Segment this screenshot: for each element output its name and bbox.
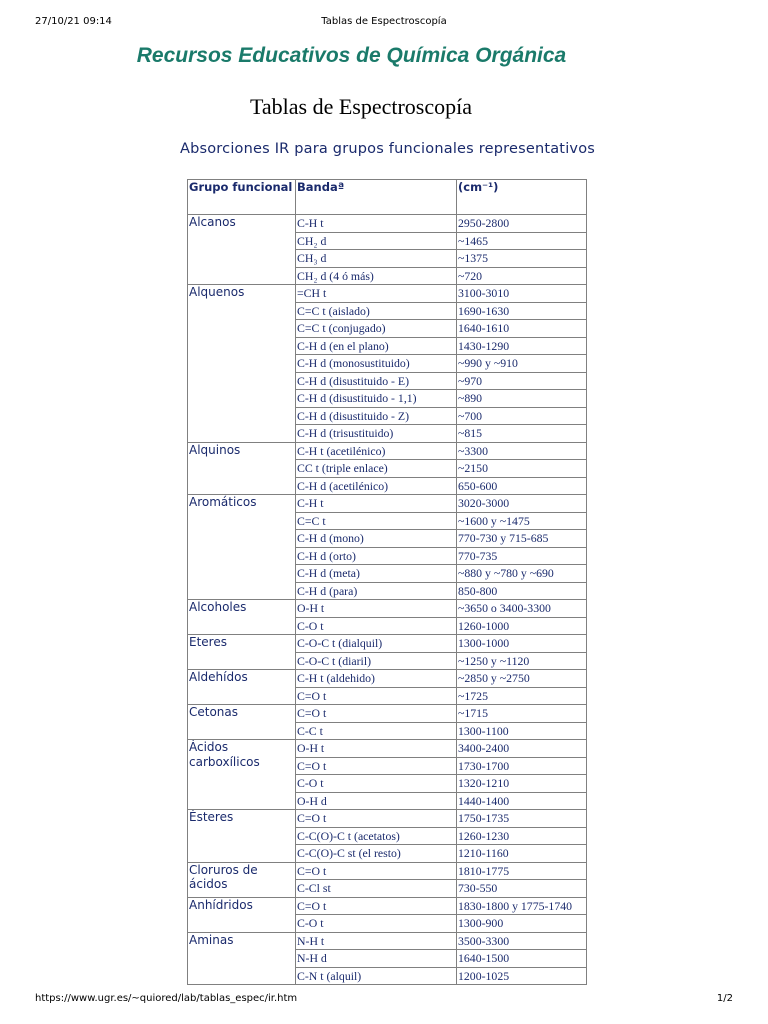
band-cell: C=O t bbox=[296, 757, 457, 775]
range-cell: ~700 bbox=[457, 407, 587, 425]
range-cell: 770-730 y 715-685 bbox=[457, 530, 587, 548]
header-group: Grupo funcional bbox=[188, 180, 296, 215]
range-cell: 1260-1230 bbox=[457, 827, 587, 845]
range-cell: ~3300 bbox=[457, 442, 587, 460]
group-name-cell: Ácidos carboxílicos bbox=[188, 740, 296, 810]
range-cell: 1640-1610 bbox=[457, 320, 587, 338]
group-name-cell: Alquenos bbox=[188, 285, 296, 443]
table-header-row bbox=[188, 180, 587, 215]
group-name-cell: Anhídridos bbox=[188, 897, 296, 932]
range-cell: ~890 bbox=[457, 390, 587, 408]
range-cell: 1810-1775 bbox=[457, 862, 587, 880]
range-cell: 1200-1025 bbox=[457, 967, 587, 985]
range-cell: ~1375 bbox=[457, 250, 587, 268]
range-cell: ~815 bbox=[457, 425, 587, 443]
band-cell: C-H d (orto) bbox=[296, 547, 457, 565]
table-row bbox=[188, 897, 587, 915]
band-cell: C-H t bbox=[296, 495, 457, 513]
range-cell: 1260-1000 bbox=[457, 617, 587, 635]
band-cell: CH₂ d bbox=[296, 232, 457, 250]
band-cell: C-C t bbox=[296, 722, 457, 740]
print-header bbox=[35, 16, 733, 30]
group-name-cell: Cloruros de ácidos bbox=[188, 862, 296, 897]
site-title: Recursos Educativos de Química Orgánica bbox=[136, 44, 567, 67]
table-row bbox=[188, 932, 587, 950]
band-cell: C=O t bbox=[296, 862, 457, 880]
band-cell: C=C t (aislado) bbox=[296, 302, 457, 320]
range-cell: 1320-1210 bbox=[457, 775, 587, 793]
band-cell: O-H d bbox=[296, 792, 457, 810]
band-cell: =CH t bbox=[296, 285, 457, 303]
range-cell: 1430-1290 bbox=[457, 337, 587, 355]
band-cell: C-H d (acetilénico) bbox=[296, 477, 457, 495]
range-cell: ~1725 bbox=[457, 687, 587, 705]
group-name-cell: Aldehídos bbox=[188, 670, 296, 705]
table-subtitle: Absorciones IR para grupos funcionales representativos bbox=[179, 141, 596, 157]
range-cell: 1440-1400 bbox=[457, 792, 587, 810]
band-cell: C-H d (monosustituido) bbox=[296, 355, 457, 373]
range-cell: ~2150 bbox=[457, 460, 587, 478]
table-row bbox=[188, 670, 587, 688]
table-row bbox=[188, 810, 587, 828]
band-cell: C=C t (conjugado) bbox=[296, 320, 457, 338]
range-cell: 1210-1160 bbox=[457, 845, 587, 863]
band-cell: C-H d (disustituido - 1,1) bbox=[296, 390, 457, 408]
group-name-cell: Ésteres bbox=[188, 810, 296, 863]
band-cell: C-H d (trisustituido) bbox=[296, 425, 457, 443]
range-cell: 3500-3300 bbox=[457, 932, 587, 950]
band-cell: C-N t (alquil) bbox=[296, 967, 457, 985]
band-cell: C-H d (para) bbox=[296, 582, 457, 600]
band-cell: O-H t bbox=[296, 740, 457, 758]
range-cell: ~1465 bbox=[457, 232, 587, 250]
band-cell: CC t (triple enlace) bbox=[296, 460, 457, 478]
range-cell: 3020-3000 bbox=[457, 495, 587, 513]
band-cell: C=O t bbox=[296, 705, 457, 723]
range-cell: ~990 y ~910 bbox=[457, 355, 587, 373]
range-cell: 1300-1100 bbox=[457, 722, 587, 740]
print-page-title: Tablas de Espectroscopía bbox=[321, 16, 447, 27]
group-name-cell: Alcanos bbox=[188, 215, 296, 285]
page-number: 1/2 bbox=[716, 993, 733, 1004]
group-name-cell: Eteres bbox=[188, 635, 296, 670]
range-cell: ~1250 y ~1120 bbox=[457, 652, 587, 670]
band-cell: C-H d (disustituido - E) bbox=[296, 372, 457, 390]
page-heading: Tablas de Espectroscopía bbox=[249, 94, 473, 119]
table-row bbox=[188, 635, 587, 653]
range-cell: 1750-1735 bbox=[457, 810, 587, 828]
band-cell: C=O t bbox=[296, 897, 457, 915]
band-cell: C-H d (meta) bbox=[296, 565, 457, 583]
range-cell: 1640-1500 bbox=[457, 950, 587, 968]
band-cell: C=C t bbox=[296, 512, 457, 530]
group-name-cell: Alquinos bbox=[188, 442, 296, 495]
band-cell: C=O t bbox=[296, 810, 457, 828]
band-cell: C-H d (disustituido - Z) bbox=[296, 407, 457, 425]
table-row bbox=[188, 285, 587, 303]
table-row bbox=[188, 740, 587, 758]
band-cell: C-Cl st bbox=[296, 880, 457, 898]
range-cell: 1690-1630 bbox=[457, 302, 587, 320]
band-cell: C-O-C t (dialquil) bbox=[296, 635, 457, 653]
table-body bbox=[188, 215, 587, 985]
band-cell: N-H d bbox=[296, 950, 457, 968]
band-cell: C-C(O)-C t (acetatos) bbox=[296, 827, 457, 845]
table-row bbox=[188, 442, 587, 460]
range-cell: 3400-2400 bbox=[457, 740, 587, 758]
print-datetime: 27/10/21 09:14 bbox=[35, 16, 112, 27]
group-name-cell: Aromáticos bbox=[188, 495, 296, 600]
page-url: https://www.ugr.es/~quiored/lab/tablas_espec/ir.htm bbox=[35, 993, 298, 1004]
ir-absorption-table bbox=[187, 179, 587, 985]
band-cell: C-O t bbox=[296, 775, 457, 793]
range-cell: 850-800 bbox=[457, 582, 587, 600]
range-cell: ~1600 y ~1475 bbox=[457, 512, 587, 530]
band-cell: C-C(O)-C st (el resto) bbox=[296, 845, 457, 863]
table-row bbox=[188, 215, 587, 233]
range-cell: ~2850 y ~2750 bbox=[457, 670, 587, 688]
band-cell: C-H d (en el plano) bbox=[296, 337, 457, 355]
table-row bbox=[188, 495, 587, 513]
group-name-cell: Cetonas bbox=[188, 705, 296, 740]
range-cell: 1830-1800 y 1775-1740 bbox=[457, 897, 587, 915]
range-cell: 3100-3010 bbox=[457, 285, 587, 303]
band-cell: C-O t bbox=[296, 915, 457, 933]
band-cell: C-H d (mono) bbox=[296, 530, 457, 548]
header-band: Bandaª bbox=[296, 180, 457, 215]
group-name-cell: Aminas bbox=[188, 932, 296, 985]
band-cell: O-H t bbox=[296, 600, 457, 618]
range-cell: ~720 bbox=[457, 267, 587, 285]
group-name-cell: Alcoholes bbox=[188, 600, 296, 635]
band-cell: N-H t bbox=[296, 932, 457, 950]
band-cell: C-O t bbox=[296, 617, 457, 635]
range-cell: 770-735 bbox=[457, 547, 587, 565]
band-cell: CH₂ d (4 ó más) bbox=[296, 267, 457, 285]
band-cell: CH₃ d bbox=[296, 250, 457, 268]
band-cell: C-H t (acetilénico) bbox=[296, 442, 457, 460]
range-cell: ~970 bbox=[457, 372, 587, 390]
band-cell: C-O-C t (diaril) bbox=[296, 652, 457, 670]
table-row bbox=[188, 705, 587, 723]
range-cell: 1300-900 bbox=[457, 915, 587, 933]
range-cell: 730-550 bbox=[457, 880, 587, 898]
range-cell: 650-600 bbox=[457, 477, 587, 495]
print-footer bbox=[35, 993, 733, 1007]
range-cell: 2950-2800 bbox=[457, 215, 587, 233]
range-cell: 1730-1700 bbox=[457, 757, 587, 775]
header-unit: (cm⁻¹) bbox=[457, 180, 587, 215]
range-cell: ~880 y ~780 y ~690 bbox=[457, 565, 587, 583]
band-cell: C-H t (aldehido) bbox=[296, 670, 457, 688]
table-row bbox=[188, 862, 587, 880]
band-cell: C-H t bbox=[296, 215, 457, 233]
range-cell: ~3650 o 3400-3300 bbox=[457, 600, 587, 618]
range-cell: ~1715 bbox=[457, 705, 587, 723]
table-row bbox=[188, 600, 587, 618]
band-cell: C=O t bbox=[296, 687, 457, 705]
range-cell: 1300-1000 bbox=[457, 635, 587, 653]
